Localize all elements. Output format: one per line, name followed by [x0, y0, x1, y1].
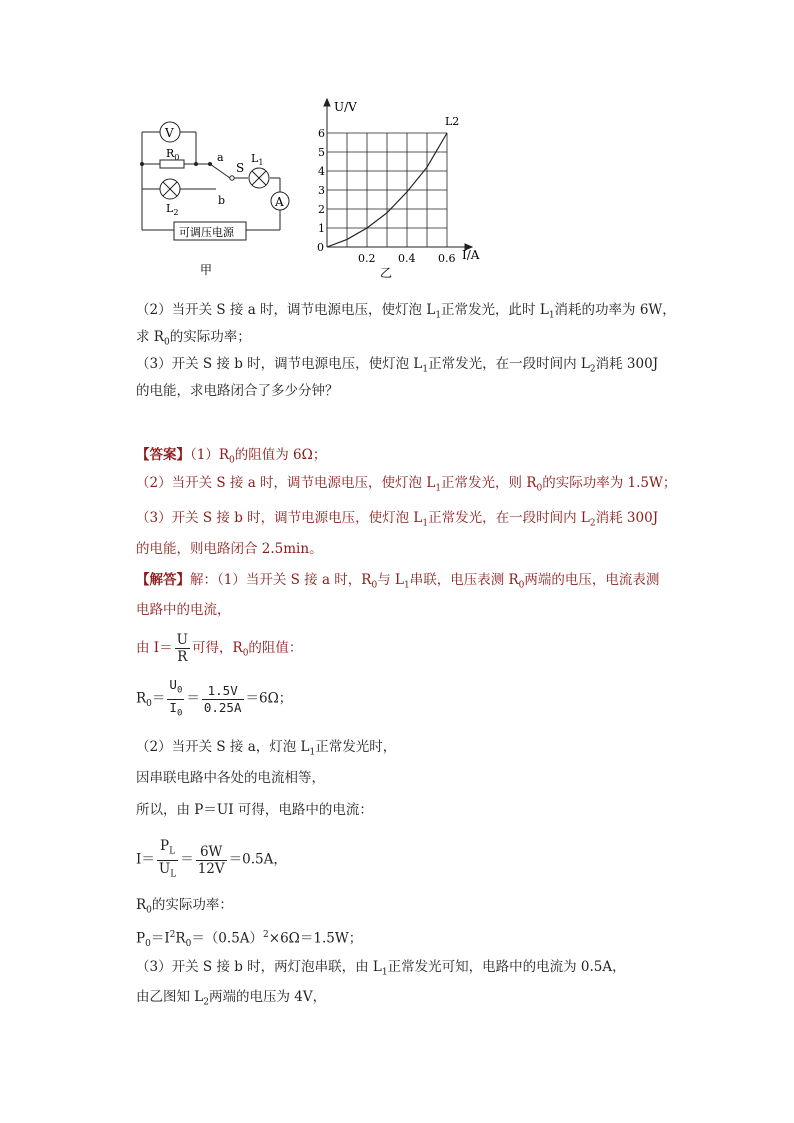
- y-tick-label: 6: [318, 127, 325, 140]
- solution-line-6: 所以，由 P＝UI 可得，电路中的电流：: [136, 802, 373, 818]
- solution-line-1: 【解答】解：（1）当开关 S 接 a 时，$R_0$与 $L_1$串联，电压表测 $R_0$两端的电压，电流表测: [136, 572, 660, 591]
- solution-formula-r0: $R_0=$ $\frac{U_0}{I_0}$ ＝ $\frac{1.5V}{0.25A}$ ＝6Ω；: [136, 677, 293, 718]
- x-axis-label: I/A: [462, 248, 480, 262]
- x-tick-label: 0.6: [438, 252, 456, 265]
- solution-line-4: （2）当开关 S 接 a，灯泡 $L_1$正常发光时，: [136, 739, 397, 758]
- answer-line-2: （2）当开关 S 接 a 时，调节电源电压，使灯泡 $L_1$正常发光，则 $R_0$的实际功率为 1.5W；: [136, 475, 677, 494]
- y-tick-label: 2: [318, 203, 325, 216]
- y-tick-label: 5: [318, 146, 325, 159]
- y-tick-label: 1: [318, 222, 325, 235]
- ui-graph: [310, 95, 500, 285]
- origin-label: 0: [317, 241, 324, 254]
- answer-line-3: （3）开关 S 接 b 时，调节电源电压，使灯泡 $L_1$正常发光，在一段时间内 $L_2$消耗 300J: [136, 510, 659, 529]
- figure-caption-jia: 甲: [200, 263, 213, 277]
- terminal-a-label: a: [217, 151, 224, 164]
- y-tick-label: 4: [318, 165, 325, 178]
- question-2-line-2: 求 $R_0$的实际功率；: [136, 329, 251, 348]
- r0-label: $R_0$: [166, 147, 180, 162]
- solution-line-2: 电路中的电流，: [136, 602, 231, 618]
- ammeter-label: A: [275, 195, 284, 209]
- answer-line-4: 的电能，则电路闭合 2.5min。: [136, 541, 323, 557]
- solution-formula-current: I＝ $\frac{P_L}{U_L}$ ＝ $\frac{6W}{12V}$ ＝0.5A，: [136, 838, 287, 880]
- question-3-line-1: （3）开关 S 接 b 时，调节电源电压，使灯泡 $L_1$正常发光，在一段时间内 $L_2$消耗 300J: [136, 356, 659, 375]
- x-tick-label: 0.2: [358, 252, 376, 265]
- l2-label: $L_2$: [166, 202, 179, 217]
- solution-line-9: $P_0=I^2R_0=(0.5A)^2\times 6\Omega=1.5W$；: [136, 930, 363, 950]
- question-3-line-2: 的电能，求电路闭合了多少分钟？: [136, 383, 339, 399]
- solution-line-8: $R_0$的实际功率：: [136, 897, 233, 916]
- answer-line-1: 【答案】$(1)R_0$的阻值为 6Ω；: [136, 447, 327, 466]
- figure-caption-yi: 乙: [380, 266, 393, 280]
- x-tick-label: 0.4: [398, 252, 416, 265]
- l1-label: $L_1$: [251, 152, 264, 167]
- power-source-label: 可调压电源: [179, 226, 234, 239]
- voltmeter-label: V: [165, 126, 174, 140]
- solution-line-10: （3）开关 S 接 b 时，两灯泡串联，由 $L_1$正常发光可知，电路中的电流为 0.5A，: [136, 959, 626, 978]
- question-2-line-1: （2）当开关 S 接 a 时，调节电源电压，使灯泡 $L_1$正常发光，此时 $L_1$消耗的功率为 6W，: [136, 302, 676, 321]
- y-axis-label: U/V: [334, 100, 357, 114]
- curve-label-l2: L2: [445, 115, 460, 128]
- y-tick-label: 3: [318, 184, 325, 197]
- solution-line-11: 由乙图知 $L_2$两端的电压为 4V，: [136, 989, 327, 1008]
- circuit-diagram: [130, 112, 300, 282]
- switch-label: S: [236, 161, 245, 175]
- solution-line-5: 因串联电路中各处的电流相等，: [136, 770, 325, 786]
- terminal-b-label: b: [218, 194, 226, 207]
- solution-formula-ohm: 由 I＝ $\frac{U}{R}$ 可得，$R_0$的阻值：: [136, 632, 303, 665]
